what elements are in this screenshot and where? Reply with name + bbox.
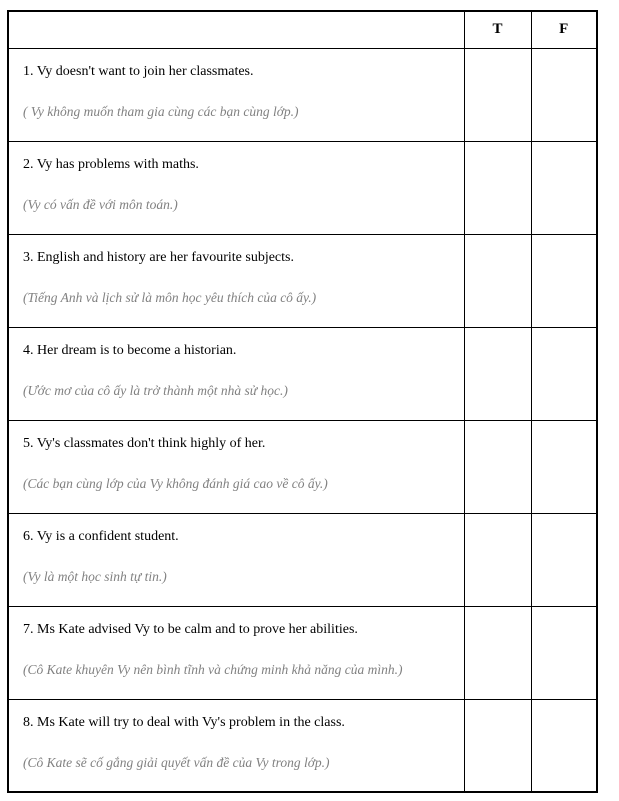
false-column-header: F [531,11,597,48]
true-answer-cell[interactable] [464,699,531,792]
statement-cell [8,420,464,513]
statement-vietnamese-translation: (Tiếng Anh và lịch sử là môn học yêu thích của cô ấy.) [23,290,317,306]
statement-vietnamese-translation: (Các bạn cùng lớp của Vy không đánh giá cao về cô ấy.) [23,476,328,492]
true-answer-cell[interactable] [464,141,531,234]
statement-row [8,699,597,792]
statement-cell [8,699,464,792]
statement-vietnamese-translation: ( Vy không muốn tham gia cùng các bạn cùng lớp.) [23,104,299,120]
statement-vietnamese-translation: (Vy có vấn đề với môn toán.) [23,197,178,213]
statement-cell [8,141,464,234]
statement-english-text: 5. Vy's classmates don't think highly of her. [23,435,266,451]
false-answer-cell[interactable] [531,420,597,513]
statement-vietnamese-translation: (Cô Kate sẽ cố gắng giải quyết vấn đề của Vy trong lớp.) [23,755,330,771]
statement-row [8,141,597,234]
statement-english-text: 1. Vy doesn't want to join her classmates. [23,63,254,79]
statement-english-text: 3. English and history are her favourite subjects. [23,249,294,265]
statement-row [8,48,597,141]
false-answer-cell[interactable] [531,327,597,420]
statement-cell [8,234,464,327]
statement-english-text: 4. Her dream is to become a historian. [23,342,237,358]
statement-cell [8,327,464,420]
false-answer-cell[interactable] [531,606,597,699]
statement-vietnamese-translation: (Ước mơ của cô ấy là trở thành một nhà sử học.) [23,383,288,399]
statement-row [8,327,597,420]
statement-english-text: 8. Ms Kate will try to deal with Vy's problem in the class. [23,714,345,730]
statement-row [8,606,597,699]
true-false-table [7,10,598,793]
true-answer-cell[interactable] [464,48,531,141]
true-answer-cell[interactable] [464,606,531,699]
statement-vietnamese-translation: (Cô Kate khuyên Vy nên bình tĩnh và chứng minh khả năng của mình.) [23,662,403,678]
statement-english-text: 2. Vy has problems with maths. [23,156,199,172]
false-answer-cell[interactable] [531,48,597,141]
statement-rows [8,48,597,792]
statement-cell [8,606,464,699]
false-answer-cell[interactable] [531,699,597,792]
false-answer-cell[interactable] [531,234,597,327]
header-row [8,11,597,48]
statement-cell [8,48,464,141]
statement-english-text: 7. Ms Kate advised Vy to be calm and to prove her abilities. [23,621,358,637]
true-column-header: T [464,11,531,48]
statement-row [8,420,597,513]
statement-row [8,513,597,606]
true-answer-cell[interactable] [464,513,531,606]
statement-cell [8,513,464,606]
statement-header-cell [8,11,464,48]
true-answer-cell[interactable] [464,234,531,327]
statement-row [8,234,597,327]
true-answer-cell[interactable] [464,420,531,513]
false-answer-cell[interactable] [531,513,597,606]
true-answer-cell[interactable] [464,327,531,420]
statement-vietnamese-translation: (Vy là một học sinh tự tin.) [23,569,167,585]
statement-english-text: 6. Vy is a confident student. [23,528,179,544]
false-answer-cell[interactable] [531,141,597,234]
